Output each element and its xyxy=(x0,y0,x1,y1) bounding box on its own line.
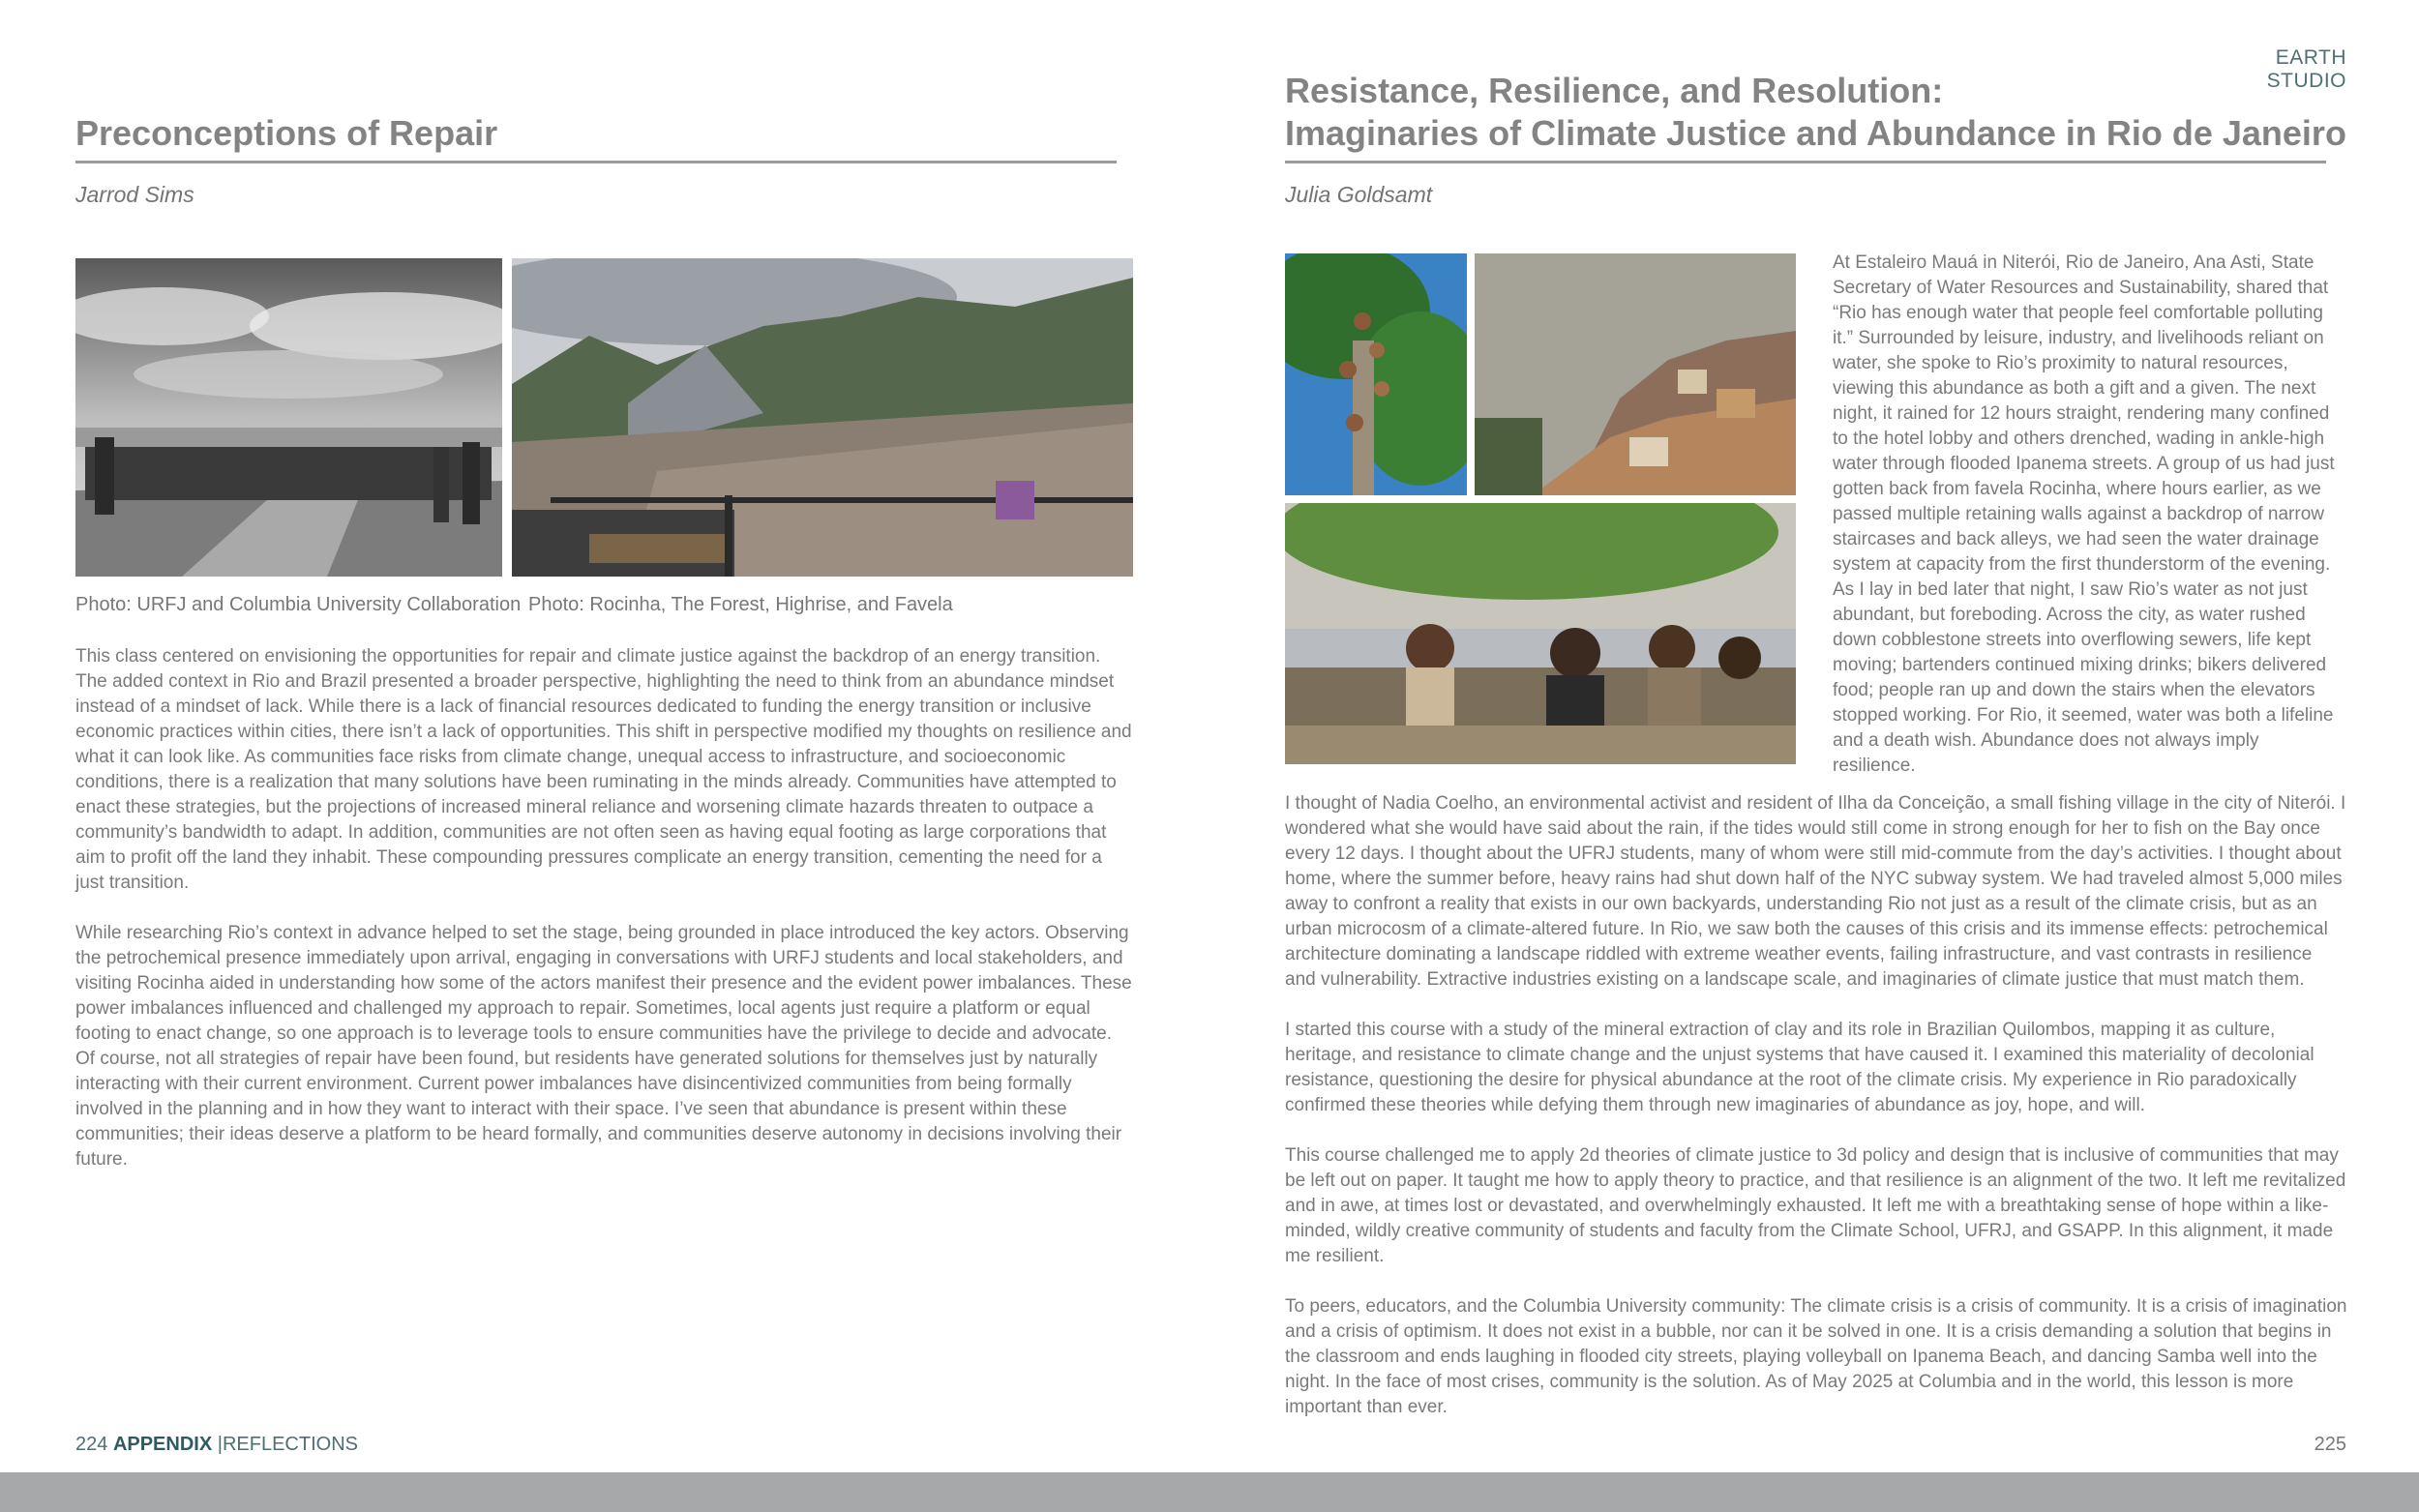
right-paragraph: To peers, educators, and the Columbia University community: The climate crisis is a crisis of community. It is a crisis of imagination and a crisis of optimism. It does not exist in a bubble, nor can it be solved in one. It is a crisis demanding a solution that begins in the classroom and ends laughing in flooded city streets, playing volleyball on Ipanema Beach, and dancing Samba well into the night. In the face of most crises, community is the solution. As of May 2025 at Columbia and in the world, this lesson is more important than ever. xyxy=(1285,1296,2347,1417)
left-photo-group xyxy=(75,258,502,577)
right-title-rule xyxy=(1285,161,2326,163)
footer-section: APPENDIX xyxy=(112,1434,213,1455)
right-title-line-2: Imaginaries of Climate Justice and Abundance in Rio de Janeiro xyxy=(1285,113,2346,153)
right-paragraph: I started this course with a study of the mineral extraction of clay and its role in Brazilian Quilombos, mapping it as culture, heritage, and resistance to climate change and the unjust systems that have caused it. I examined this materiality of decolonial resistance, questioning the desire for physical abundance at the root of the climate crisis. My experience in Rio paradoxically confirmed these theories while defying them through new imaginaries of abundance as joy, hope, and will. xyxy=(1285,1020,2314,1115)
right-paragraph: I thought of Nadia Coelho, an environmental activist and resident of Ilha da Conceição, a small fishing village in the city of Niterói. I wondered what she would have said about the rain, if the tides would still come in strong enough for her to fish on the Bay once every 12 days. I thought about the UFRJ students, many of whom were still mid-commute from the day’s activities. I thought about home, where the summer before, heavy rains had shut down half of the NYC subway system. We had traveled almost 5,000 miles away to confront a reality that exists in our own backyards, understanding Rio not just as a result of the climate crisis, but as an urban microcosm of a climate-altered future. In Rio, we saw both the causes of this crisis and its immense effects: petrochemical architecture dominating a landscape riddled with extreme weather events, failing infrastructure, and vast contrasts in resilience and vulnerability. Extractive industries existing on a landscape scale, and imaginaries of climate justice that must match them. xyxy=(1285,793,2346,990)
right-article-title xyxy=(1285,70,2359,155)
left-footer xyxy=(75,1434,358,1456)
right-paragraph: This course challenged me to apply 2d theories of climate justice to 3d policy and design that is inclusive of communities that may be left out on paper. It taught me how to apply theory to practice, and that resilience is an alignment of the two. It left me revitalized and in awe, at times lost or devastated, and overwhelmingly exhausted. It left me with a breathtaking sense of hope within a like-minded, wildly creative community of students and faculty from the Climate School, UFRJ, and GSAPP. In this alignment, it made me resilient. xyxy=(1285,1145,2346,1266)
right-body xyxy=(1285,791,2347,1445)
right-author: Julia Goldsamt xyxy=(1285,182,1433,207)
left-photo-caption-1: Photo: URFJ and Columbia University Collaboration xyxy=(75,594,522,615)
left-paragraph: This class centered on envisioning the opportunities for repair and climate justice against the backdrop of an energy transition. The added context in Rio and Brazil presented a broader perspective, highlighting the need to think from an abundance mindset instead of a mindset of lack. While there is a lack of financial resources dedicated to funding the energy transition or inclusive economic practices within cities, there isn’t a lack of opportunities. This shift in perspective modified my thoughts on resilience and what it can look like. As communities face risks from climate change, unequal access to infrastructure, and socioeconomic conditions, there is a realization that many solutions have been ruminating in the minds already. Communities have attempted to enact these strategies, but the projections of increased mineral reliance and worsening climate hazards threaten to outpace a community’s bandwidth to adapt. In addition, communities are not often seen as having equal footing as large corporations that aim to profit off the land they inhabit. These compounding pressures complicate an energy transition, cementing the need for a just transition. xyxy=(75,646,1132,893)
left-title-rule xyxy=(75,161,1117,163)
right-photo-tree xyxy=(1285,253,1467,495)
left-photo-caption-2: Photo: Rocinha, The Forest, Highrise, and Favela xyxy=(528,594,953,615)
footer-separator: | xyxy=(217,1434,223,1455)
right-photo-hillside xyxy=(1475,253,1796,495)
left-paragraph: While researching Rio’s context in advance helped to set the stage, being grounded in place introduced the key actors. Observing the petrochemical presence immediately upon arrival, engaging in conversations with URFJ students and local stakeholders, and visiting Rocinha aided in understanding how some of the actors manifest their presence and the evident power imbalances. These power imbalances influenced and challenged my approach to repair. Sometimes, local agents just require a platform or equal footing to enact change, so one approach is to leverage tools to ensure communities have the privilege to decide and advocate. Of course, not all strategies of repair have been found, but residents have generated solutions for themselves just by naturally interacting with their current environment. Current power imbalances have disincentivized communities from being formally involved in the planning and in how they want to interact with their space. I’ve seen that abundance is present within these communities; their ideas deserve a platform to be heard formally, and communities deserve autonomy in decisions involving their future. xyxy=(75,923,1132,1170)
left-author: Jarrod Sims xyxy=(75,182,194,207)
left-page-number: 224 xyxy=(75,1434,108,1455)
bottom-bar xyxy=(0,1472,2419,1512)
footer-subsection: REFLECTIONS xyxy=(222,1434,358,1455)
right-intro-text: At Estaleiro Mauá in Niterói, Rio de Janeiro, Ana Asti, State Secretary of Water Resources and Sustainability, shared that “Rio has enough water that people feel comfortable polluting it.” Surrounded by leisure, industry, and livelihoods reliant on water, she spoke to Rio’s proximity to natural resources, viewing this abundance as both a gift and a given. The next night, it rained for 12 hours straight, rendering many confined to the hotel lobby and others drenched, wading in ankle-high water through flooded Ipanema streets. A group of us had just gotten back from favela Rocinha, where hours earlier, as we passed multiple retaining walls against a backdrop of narrow staircases and back alleys, we had seen the water drainage system at capacity from the first thunderstorm of the evening. As I lay in bed later that night, I saw Rio’s water as not just abundant, but foreboding. Across the city, as water rushed down cobblestone streets into overflowing sewers, life kept moving; bartenders continued mixing drinks; bikers delivered food; people ran up and down the stairs when the elevators stopped working. For Rio, it seemed, water was both a lifeline and a death wish. Abundance does not always imply resilience. xyxy=(1833,252,2335,776)
left-photo-rocinha xyxy=(512,258,1133,577)
right-title-line-1: Resistance, Resilience, and Resolution: xyxy=(1285,71,1944,110)
left-article-title: Preconceptions of Repair xyxy=(75,113,498,153)
left-body xyxy=(75,644,1135,1198)
studio-label: EARTH STUDIO xyxy=(2266,46,2346,92)
right-photo-group-waterfront xyxy=(1285,503,1796,764)
right-page-number: 225 xyxy=(2314,1434,2346,1455)
